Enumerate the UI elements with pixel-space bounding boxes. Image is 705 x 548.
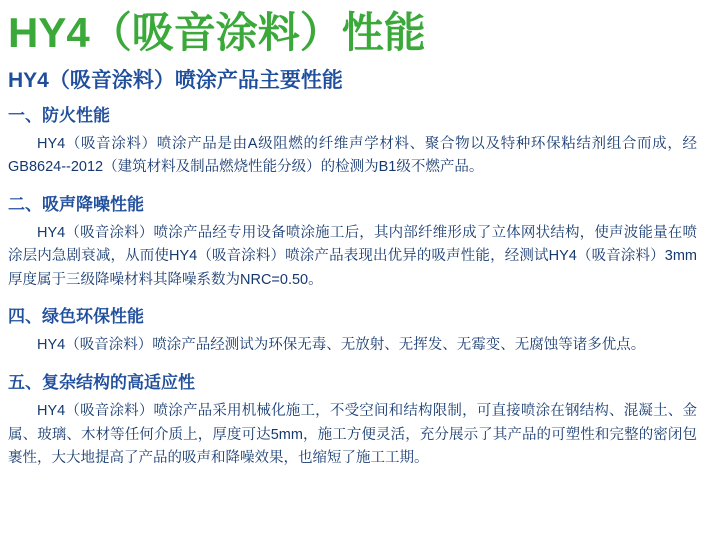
section-body: HY4（吸音涂料）喷涂产品是由A级阻燃的纤维声学材料、聚合物以及特种环保粘结剂组合而成，经GB8624--2012（建筑材料及制品燃烧性能分级）的检测为B1级不燃产品。: [8, 135, 697, 176]
page-title: HY4（吸音涂料）性能: [8, 9, 426, 56]
section-heading: 四、绿色环保性能: [8, 307, 144, 327]
section-body: HY4（吸音涂料）喷涂产品采用机械化施工，不受空间和结构限制，可直接喷涂在钢结构、混凝土、金属、玻璃、木材等任何介质上，厚度可达5mm，施工方便灵活，充分展示了其产品的可塑性和完整的密闭包裹性，大大地提高了产品的吸声和降噪效果，也缩短了施工工期。: [8, 403, 697, 466]
section-heading: 二、吸声降噪性能: [8, 194, 144, 214]
section-sound-absorption: [6, 194, 699, 293]
section-heading: 五、复杂结构的高适应性: [8, 372, 195, 392]
section-body: HY4（吸音涂料）喷涂产品经测试为环保无毒、无放射、无挥发、无霉变、无腐蚀等诸多优点。: [37, 337, 646, 354]
section-complex-structure: [6, 372, 699, 471]
section-body: HY4（吸音涂料）喷涂产品经专用设备喷涂施工后，其内部纤维形成了立体网状结构，使声波能量在喷涂层内急剧衰减，从而使HY4（吸音涂料）喷涂产品表现出优异的吸声性能，经测试HY4（吸音涂料）3mm厚度属于三级降噪材料其降噪系数为NRC=0.50。: [8, 224, 697, 288]
section-green-environmental: [6, 306, 699, 358]
section-heading: 一、防火性能: [8, 105, 110, 125]
page-subtitle: HY4（吸音涂料）喷涂产品主要性能: [8, 68, 343, 92]
section-fire-resistance: [6, 105, 699, 180]
